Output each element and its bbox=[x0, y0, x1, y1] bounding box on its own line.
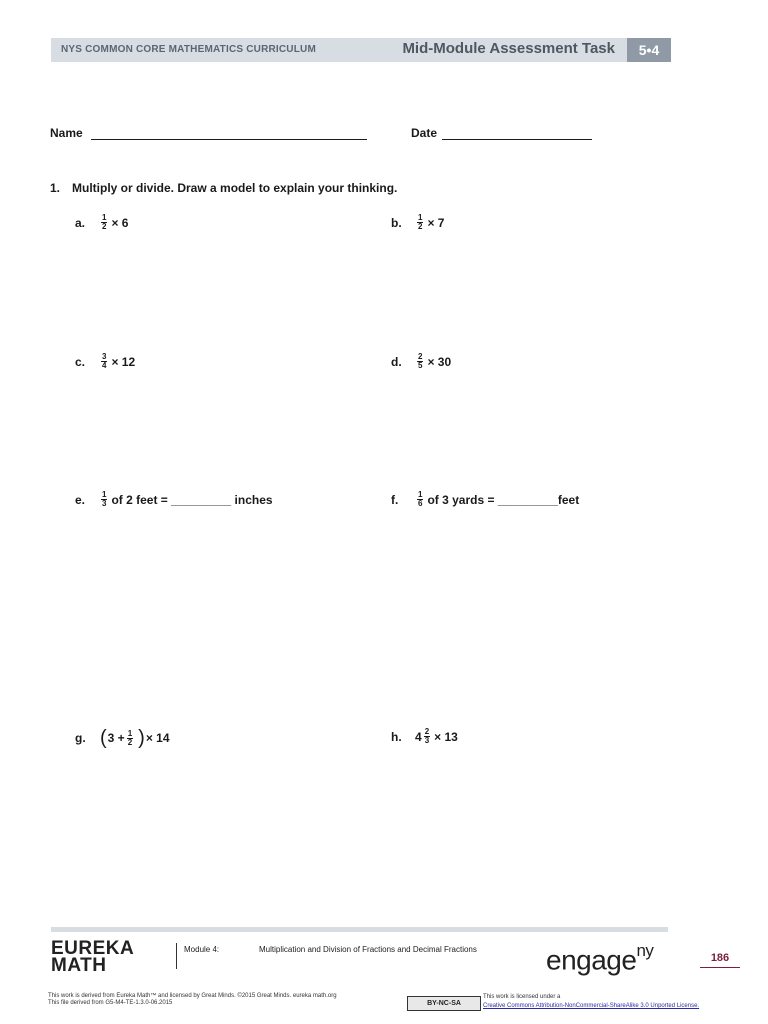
fraction: $\frac{3}{4}$ bbox=[102, 352, 107, 370]
problem-letter: a. bbox=[75, 215, 86, 230]
whole-part: 4 bbox=[415, 729, 422, 744]
task-title: Mid-Module Assessment Task bbox=[402, 40, 615, 57]
fraction: $\frac{1}{6}$ bbox=[418, 490, 423, 508]
file-notice: This file derived from G5-M4-TE-1.3.0-06.2015 bbox=[48, 1000, 173, 1006]
cc-license-badge[interactable]: BY-NC-SA bbox=[407, 996, 481, 1011]
problem-expression: × 12 bbox=[111, 354, 136, 369]
problem-h bbox=[391, 728, 458, 745]
question-number: 1. bbox=[50, 181, 61, 195]
license-text: This work is licensed under a bbox=[483, 994, 561, 1000]
name-label: Name bbox=[50, 126, 83, 140]
engageny-logo: engage$^{ny}$ bbox=[546, 941, 654, 976]
fraction: $\frac{1}{2}$ bbox=[102, 213, 107, 231]
problem-expression: × 6 bbox=[111, 215, 129, 230]
problem-expression: × 13 bbox=[434, 729, 458, 744]
problem-c bbox=[75, 353, 135, 370]
module-title: Multiplication and Division of Fractions and Decimal Fractions bbox=[259, 945, 477, 954]
footer-divider bbox=[176, 943, 177, 969]
eureka-math-logo: EUREKA MATH bbox=[51, 938, 135, 976]
problem-letter: c. bbox=[75, 354, 86, 369]
problem-d bbox=[391, 353, 451, 370]
problem-b bbox=[391, 214, 444, 231]
name-line[interactable] bbox=[91, 139, 367, 140]
page-number: 186 bbox=[700, 952, 740, 968]
fraction: $\frac{1}{2}$ bbox=[127, 728, 133, 747]
whole-part: 3 + bbox=[107, 731, 125, 745]
problem-f bbox=[391, 491, 579, 508]
problem-expression: of 2 feet = _________ inches bbox=[111, 492, 273, 507]
fraction: $\frac{2}{3}$ bbox=[424, 727, 430, 745]
date-line[interactable] bbox=[442, 139, 592, 140]
curriculum-label: NYS COMMON CORE MATHEMATICS CURRICULUM bbox=[61, 44, 316, 55]
license-link[interactable]: Creative Commons Attribution-NonCommercial-ShareAlike 3.0 Unported License. bbox=[483, 1003, 700, 1009]
module-label: Module 4: bbox=[184, 945, 220, 954]
problem-a bbox=[75, 214, 128, 231]
left-paren: ( bbox=[100, 727, 107, 749]
problem-expression: × 7 bbox=[427, 215, 445, 230]
problem-expression: × 14 bbox=[145, 731, 170, 745]
problem-letter: f. bbox=[391, 492, 399, 507]
date-label: Date bbox=[411, 126, 438, 140]
problem-letter: d. bbox=[391, 354, 402, 369]
fraction: $\frac{1}{2}$ bbox=[418, 213, 423, 231]
problem-letter: g. bbox=[75, 731, 86, 745]
problem-e bbox=[75, 491, 273, 508]
footer-rule bbox=[51, 927, 668, 932]
problem-g bbox=[75, 728, 170, 748]
fraction: $\frac{1}{3}$ bbox=[102, 490, 107, 508]
problem-letter: b. bbox=[391, 215, 402, 230]
question-prompt: Multiply or divide. Draw a model to explain your thinking. bbox=[72, 181, 398, 195]
problem-expression: of 3 yards = _________feet bbox=[427, 492, 580, 507]
derived-notice: This work is derived from Eureka Math™ and licensed by Great Minds. ©2015 Great Minds. eureka math.org bbox=[48, 993, 337, 999]
problem-expression: × 30 bbox=[427, 354, 452, 369]
grade-module-badge: 5•4 bbox=[627, 38, 671, 62]
problem-letter: h. bbox=[391, 729, 402, 744]
problem-letter: e. bbox=[75, 492, 86, 507]
fraction: $\frac{2}{5}$ bbox=[418, 352, 423, 370]
page-header bbox=[51, 38, 671, 62]
right-paren: ) bbox=[138, 727, 145, 749]
